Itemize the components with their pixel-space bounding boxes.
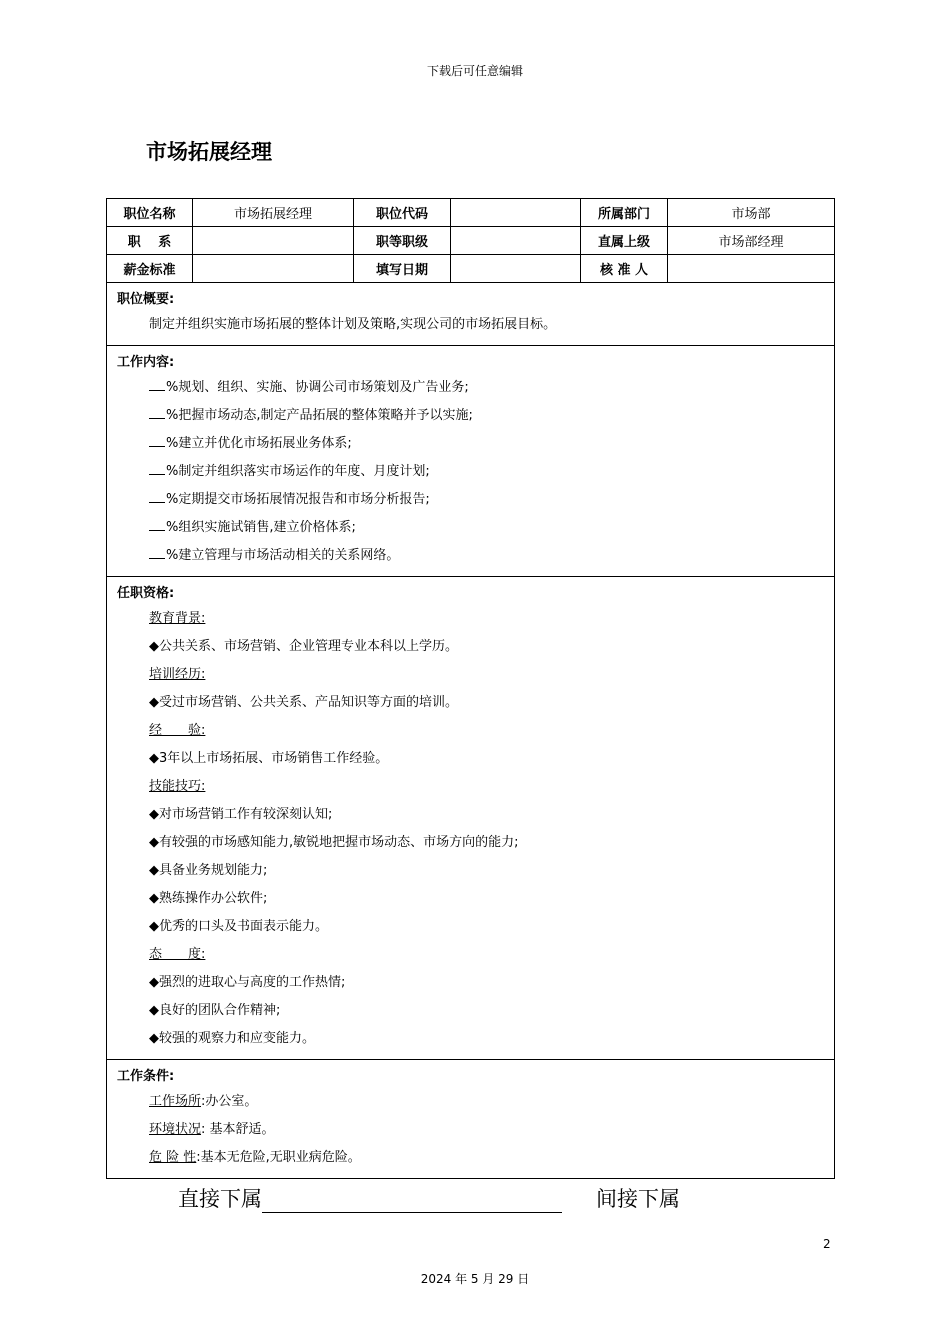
overview-heading: 职位概要: <box>117 292 175 307</box>
value-approver <box>668 255 835 283</box>
info-row-2 <box>107 227 835 255</box>
qualification-item: ◆有较强的市场感知能力,敏锐地把握市场动态、市场方向的能力; <box>149 835 519 850</box>
duty-item: %制定并组织落实市场运作的年度、月度计划; <box>117 458 824 486</box>
duty-item: %建立并优化市场拓展业务体系; <box>117 430 824 458</box>
label-approver: 核 准 人 <box>581 255 668 283</box>
direct-subordinates-label: 直接下属 <box>178 1187 262 1211</box>
conditions-heading: 工作条件: <box>117 1069 175 1084</box>
qualification-item: ◆熟练操作办公软件; <box>149 891 268 906</box>
value-salary <box>193 255 354 283</box>
label-grade: 职等职级 <box>354 227 451 255</box>
training-subheading: 培训经历: <box>149 667 206 682</box>
label-job-family: 职 系 <box>107 227 193 255</box>
label-position-name: 职位名称 <box>107 199 193 227</box>
conditions-section <box>107 1060 835 1179</box>
value-supervisor: 市场部经理 <box>668 227 835 255</box>
qualification-item: ◆较强的观察力和应变能力。 <box>149 1031 315 1046</box>
direct-subordinates-blank <box>262 1190 562 1213</box>
qualification-item: ◆强烈的进取心与高度的工作热情; <box>149 975 346 990</box>
page-title: 市场拓展经理 <box>146 140 272 164</box>
condition-hazard: 危 险 性:基本无危险,无职业病危险。 <box>149 1150 361 1165</box>
qualifications-section <box>107 577 835 1060</box>
qualification-item: ◆良好的团队合作精神; <box>149 1003 281 1018</box>
footer-date: 2024 年 5 月 29 日 <box>420 1272 530 1286</box>
attitude-subheading: 态 度: <box>149 947 206 962</box>
value-position-code <box>451 199 581 227</box>
label-salary: 薪金标准 <box>107 255 193 283</box>
duty-item: %组织实施试销售,建立价格体系; <box>117 514 824 542</box>
qualification-item: ◆3年以上市场拓展、市场销售工作经验。 <box>149 751 389 766</box>
qualification-item: ◆公共关系、市场营销、企业管理专业本科以上学历。 <box>149 639 458 654</box>
info-row-3 <box>107 255 835 283</box>
skills-subheading: 技能技巧: <box>149 779 206 794</box>
duty-item: %建立管理与市场活动相关的关系网络。 <box>117 542 824 570</box>
label-department: 所属部门 <box>581 199 668 227</box>
page-number: 2 <box>823 1237 831 1251</box>
value-position-name: 市场拓展经理 <box>193 199 354 227</box>
overview-section <box>107 283 835 346</box>
job-description-table <box>106 198 835 1179</box>
header-note: 下载后可任意编辑 <box>426 64 523 78</box>
info-row-1 <box>107 199 835 227</box>
duties-heading: 工作内容: <box>117 355 175 370</box>
qualification-item: ◆受过市场营销、公共关系、产品知识等方面的培训。 <box>149 695 458 710</box>
value-job-family <box>193 227 354 255</box>
indirect-subordinates-label: 间接下属 <box>596 1187 680 1211</box>
condition-workplace: 工作场所:办公室。 <box>149 1094 258 1109</box>
education-subheading: 教育背景: <box>149 611 206 626</box>
subordinates-line <box>178 1183 680 1213</box>
duty-item: %把握市场动态,制定产品拓展的整体策略并予以实施; <box>117 402 824 430</box>
value-grade <box>451 227 581 255</box>
qualification-item: ◆具备业务规划能力; <box>149 863 268 878</box>
qualification-item: ◆对市场营销工作有较深刻认知; <box>149 807 333 822</box>
overview-text: 制定并组织实施市场拓展的整体计划及策略,实现公司的市场拓展目标。 <box>149 317 557 332</box>
experience-subheading: 经 验: <box>149 723 206 738</box>
value-fill-date <box>451 255 581 283</box>
label-supervisor: 直属上级 <box>581 227 668 255</box>
duty-item: %规划、组织、实施、协调公司市场策划及广告业务; <box>117 374 824 402</box>
condition-environment: 环境状况: 基本舒适。 <box>149 1122 275 1137</box>
duty-item: %定期提交市场拓展情况报告和市场分析报告; <box>117 486 824 514</box>
qualifications-heading: 任职资格: <box>117 586 175 601</box>
label-fill-date: 填写日期 <box>354 255 451 283</box>
value-department: 市场部 <box>668 199 835 227</box>
duties-section <box>107 346 835 577</box>
qualification-item: ◆优秀的口头及书面表示能力。 <box>149 919 328 934</box>
label-position-code: 职位代码 <box>354 199 451 227</box>
